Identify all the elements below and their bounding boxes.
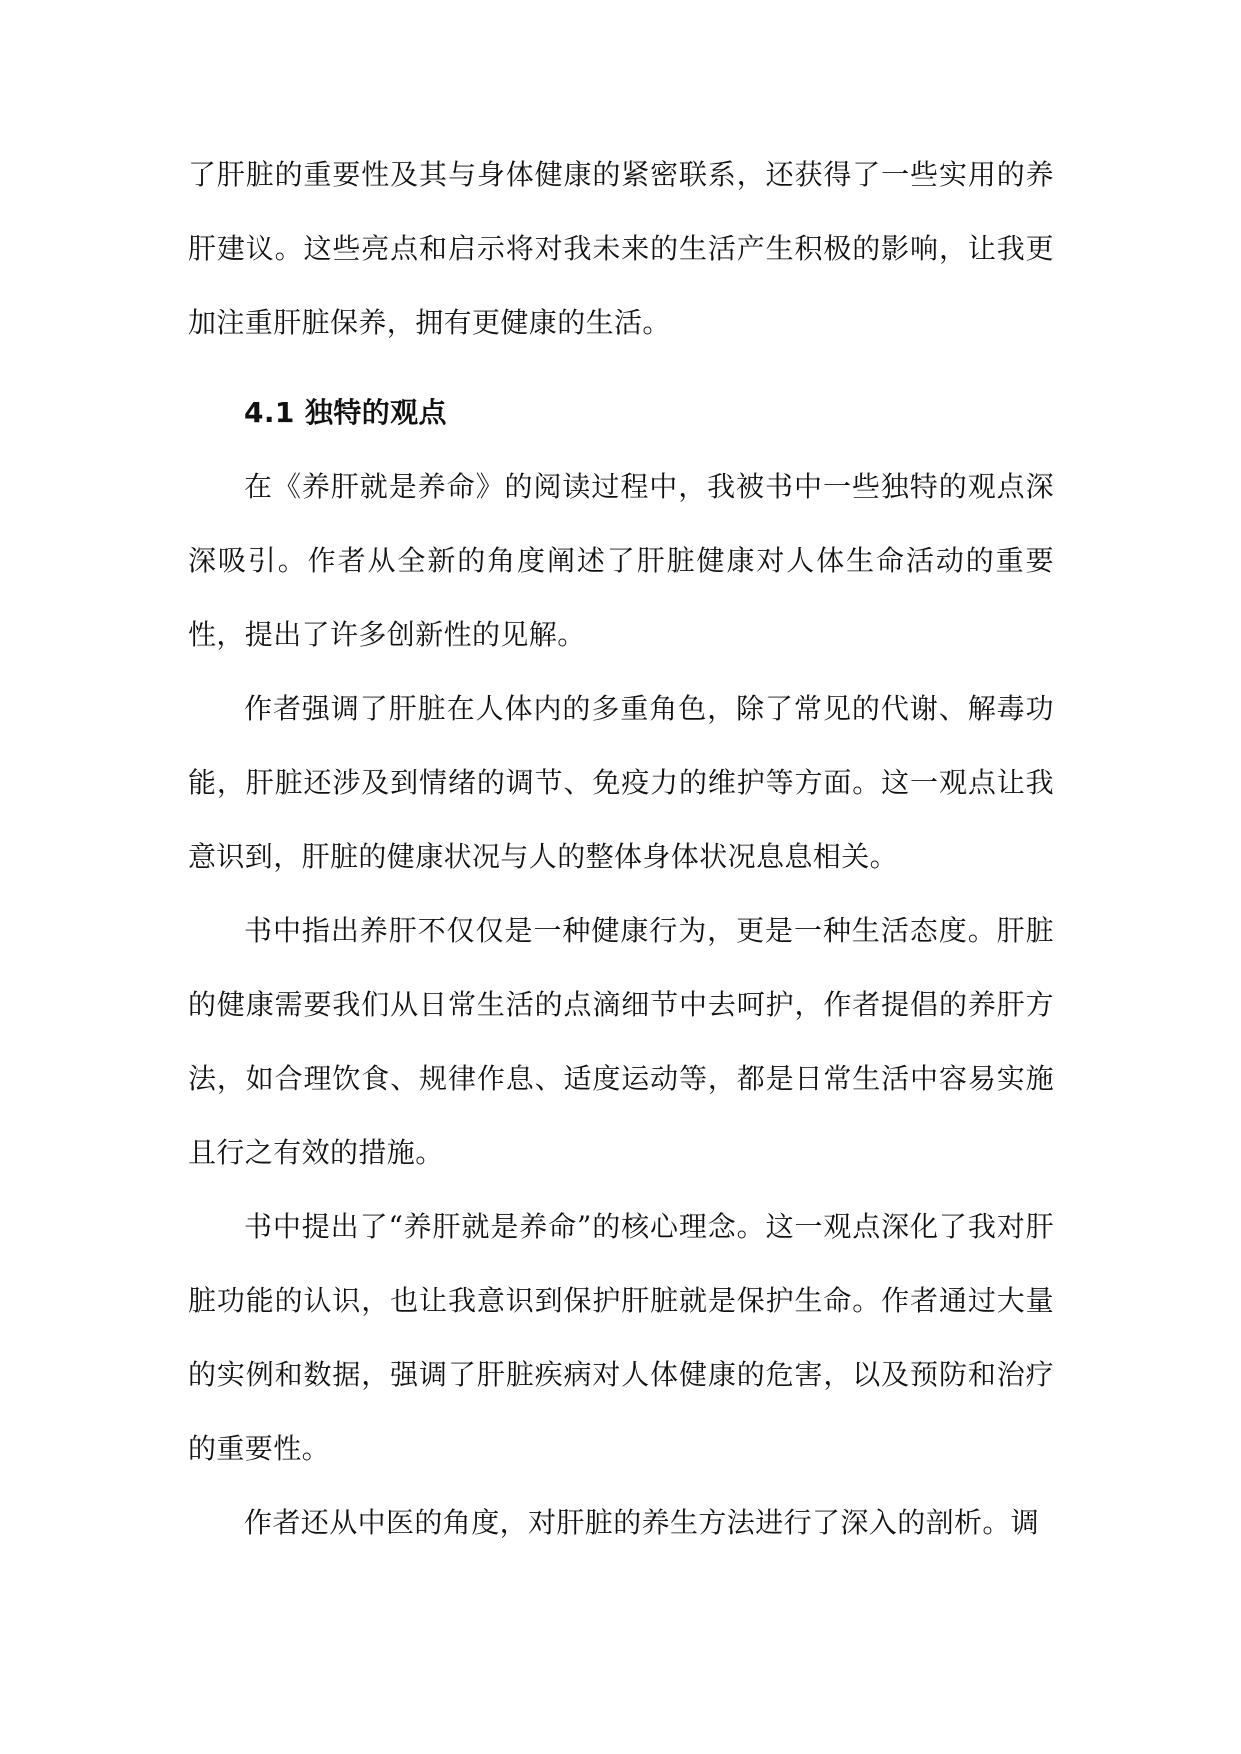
paragraph-4: 书中提出了“养肝就是养命”的核心理念。这一观点深化了我对肝脏功能的认识，也让我意识到保护肝脏就是保护生命。作者通过大量的实例和数据，强调了肝脏疾病对人体健康的危害，以及预防和治疗的重要性。 — [188, 1210, 1054, 1465]
paragraph-5: 作者还从中医的角度，对肝脏的养生方法进行了深入的剖析。调 — [244, 1506, 1040, 1539]
paragraph-2: 作者强调了肝脏在人体内的多重角色，除了常见的代谢、解毒功能，肝脏还涉及到情绪的调节、免疫力的维护等方面。这一观点让我意识到，肝脏的健康状况与人的整体身体状况息息相关。 — [188, 692, 1054, 873]
paragraph-3: 书中指出养肝不仅仅是一种健康行为，更是一种生活态度。肝脏的健康需要我们从日常生活的点滴细节中去呵护，作者提倡的养肝方法，如合理饮食、规律作息、适度运动等，都是日常生活中容易实施且行之有效的措施。 — [188, 914, 1054, 1169]
section-heading: 4.1 独特的观点 — [244, 396, 447, 429]
paragraph-1: 在《养肝就是养命》的阅读过程中，我被书中一些独特的观点深深吸引。作者从全新的角度阐述了肝脏健康对人体生命活动的重要性，提出了许多创新性的见解。 — [188, 470, 1054, 651]
continued-paragraph: 了肝脏的重要性及其与身体健康的紧密联系，还获得了一些实用的养肝建议。这些亮点和启示将对我未来的生活产生积极的影响，让我更加注重肝脏保养，拥有更健康的生活。 — [188, 158, 1054, 339]
document-body — [188, 138, 1054, 1560]
